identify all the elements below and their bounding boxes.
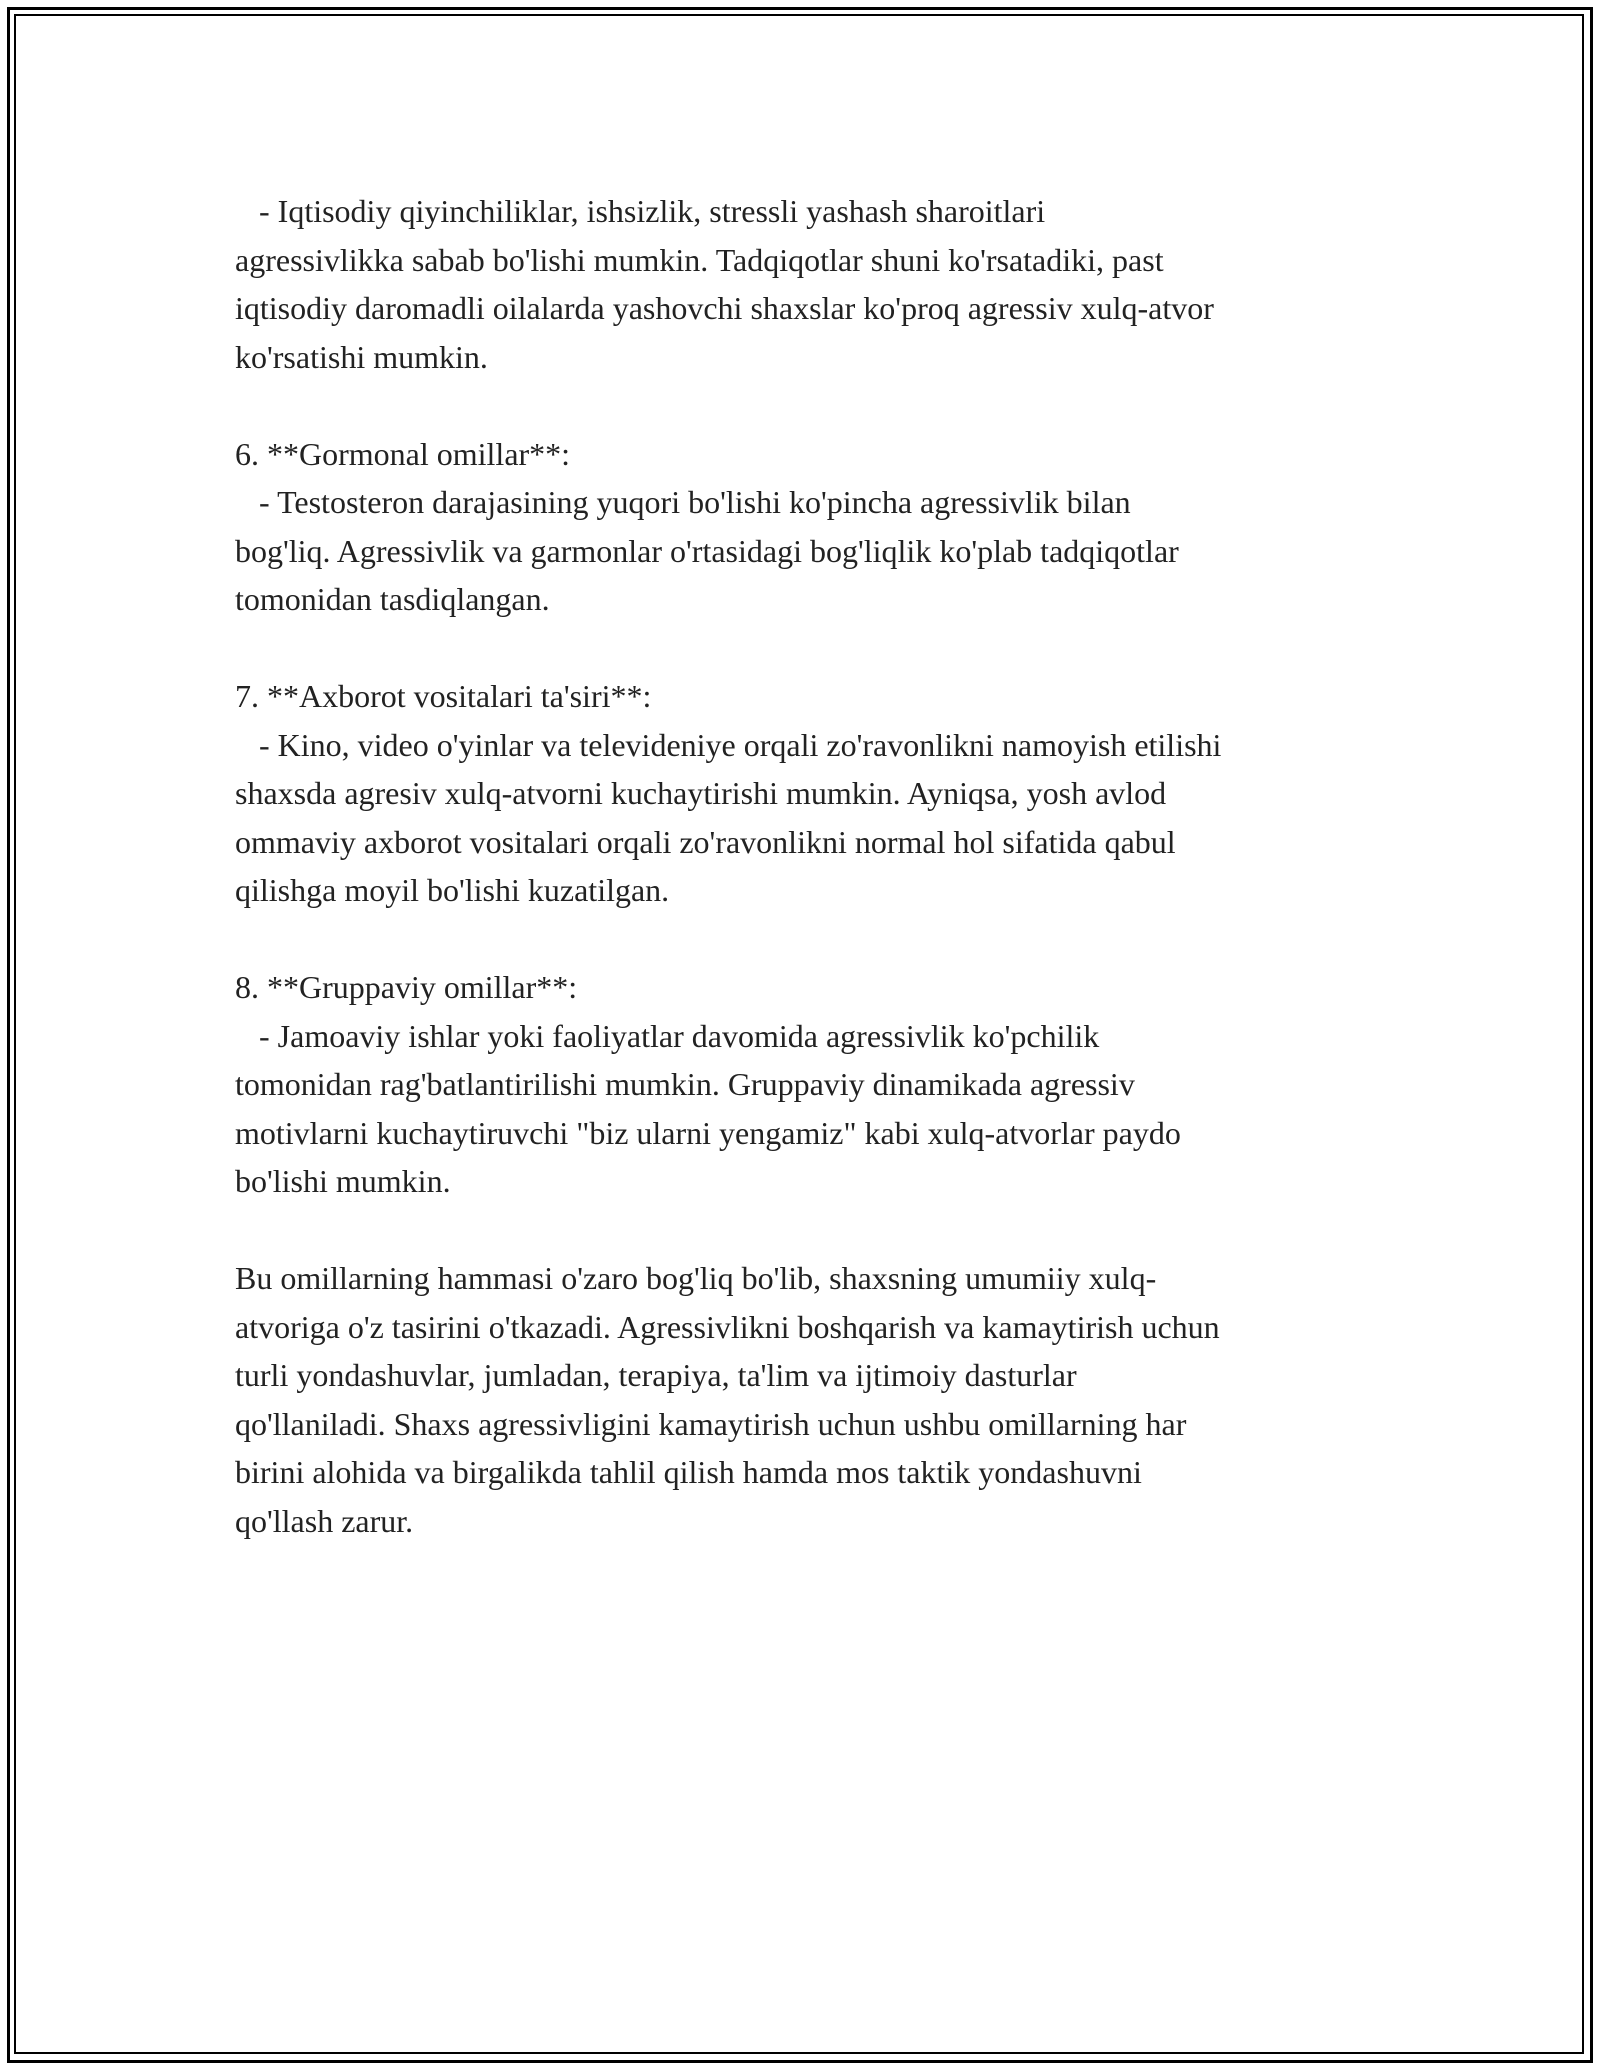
- section-heading: 7. **Axborot vositalari ta'siri**:: [235, 678, 652, 714]
- text-line: turli yondashuvlar, jumladan, terapiya, ta'lim va ijtimoiy dasturlar: [235, 1357, 1077, 1393]
- paragraph-gap: [235, 624, 1385, 673]
- text-line: ommaviy axborot vositalari orqali zo'ravonlikni normal hol sifatida qabul: [235, 823, 1176, 860]
- text-line: - Iqtisodiy qiyinchiliklar, ishsizlik, stressli yashash sharoitlari: [235, 193, 1046, 229]
- text-line: bog'liq. Agressivlik va garmonlar o'rtasidagi bog'liqlik ko'plab tadqiqotlar: [235, 532, 1179, 569]
- text-line: - Jamoaviy ishlar yoki faoliyatlar davomida agressivlik ko'pchilik: [235, 1017, 1100, 1054]
- text-line: qo'llash zarur.: [235, 1502, 414, 1539]
- text-line: shaxsda agresiv xulq-atvorni kuchaytirishi mumkin. Ayniqsa, yosh avlod: [235, 775, 1167, 811]
- text-line: atvoriga o'z tasirini o'tkazadi. Agressivlikni boshqarish va kamaytirish uchun: [235, 1308, 1220, 1345]
- section-heading: 8. **Gruppaviy omillar**:: [235, 969, 578, 1005]
- paragraph-gap: [235, 915, 1385, 964]
- text-line: tomonidan tasdiqlangan.: [235, 581, 550, 617]
- paragraph-group-factors: [235, 963, 1385, 1206]
- paragraph-gap: [235, 381, 1385, 430]
- text-line: birini alohida va birgalikda tahlil qilish hamda mos taktik yondashuvni: [235, 1454, 1142, 1490]
- paragraph-media-influence: [235, 672, 1385, 915]
- text-line: Bu omillarning hammasi o'zaro bog'liq bo'lib, shaxsning umumiiy xulq-: [235, 1260, 1157, 1296]
- paragraph-economic-factors: [235, 187, 1385, 381]
- document-body: [235, 187, 1385, 1545]
- text-line: qo'llaniladi. Shaxs agressivligini kamaytirish uchun ushbu omillarning har: [235, 1405, 1187, 1442]
- text-line: iqtisodiy daromadli oilalarda yashovchi shaxslar ko'proq agressiv xulq-atvor: [235, 290, 1214, 326]
- paragraph-conclusion: [235, 1254, 1385, 1545]
- text-line: ko'rsatishi mumkin.: [235, 338, 488, 375]
- paragraph-gap: [235, 1206, 1385, 1255]
- text-line: agressivlikka sabab bo'lishi mumkin. Tadqiqotlar shuni ko'rsatadiki, past: [235, 241, 1164, 278]
- section-heading: 6. **Gormonal omillar**:: [235, 435, 571, 472]
- text-line: motivlarni kuchaytiruvchi "biz ularni yengamiz" kabi xulq-atvorlar paydo: [235, 1114, 1181, 1151]
- paragraph-hormonal-factors: [235, 430, 1385, 624]
- text-line: bo'lishi mumkin.: [235, 1163, 451, 1199]
- text-line: - Testosteron darajasining yuqori bo'lishi ko'pincha agressivlik bilan: [235, 484, 1131, 520]
- text-line: qilishga moyil bo'lishi kuzatilgan.: [235, 872, 670, 908]
- text-line: - Kino, video o'yinlar va televideniye orqali zo'ravonlikni namoyish etilishi: [235, 726, 1222, 763]
- text-line: tomonidan rag'batlantirilishi mumkin. Gruppaviy dinamikada agressiv: [235, 1066, 1135, 1102]
